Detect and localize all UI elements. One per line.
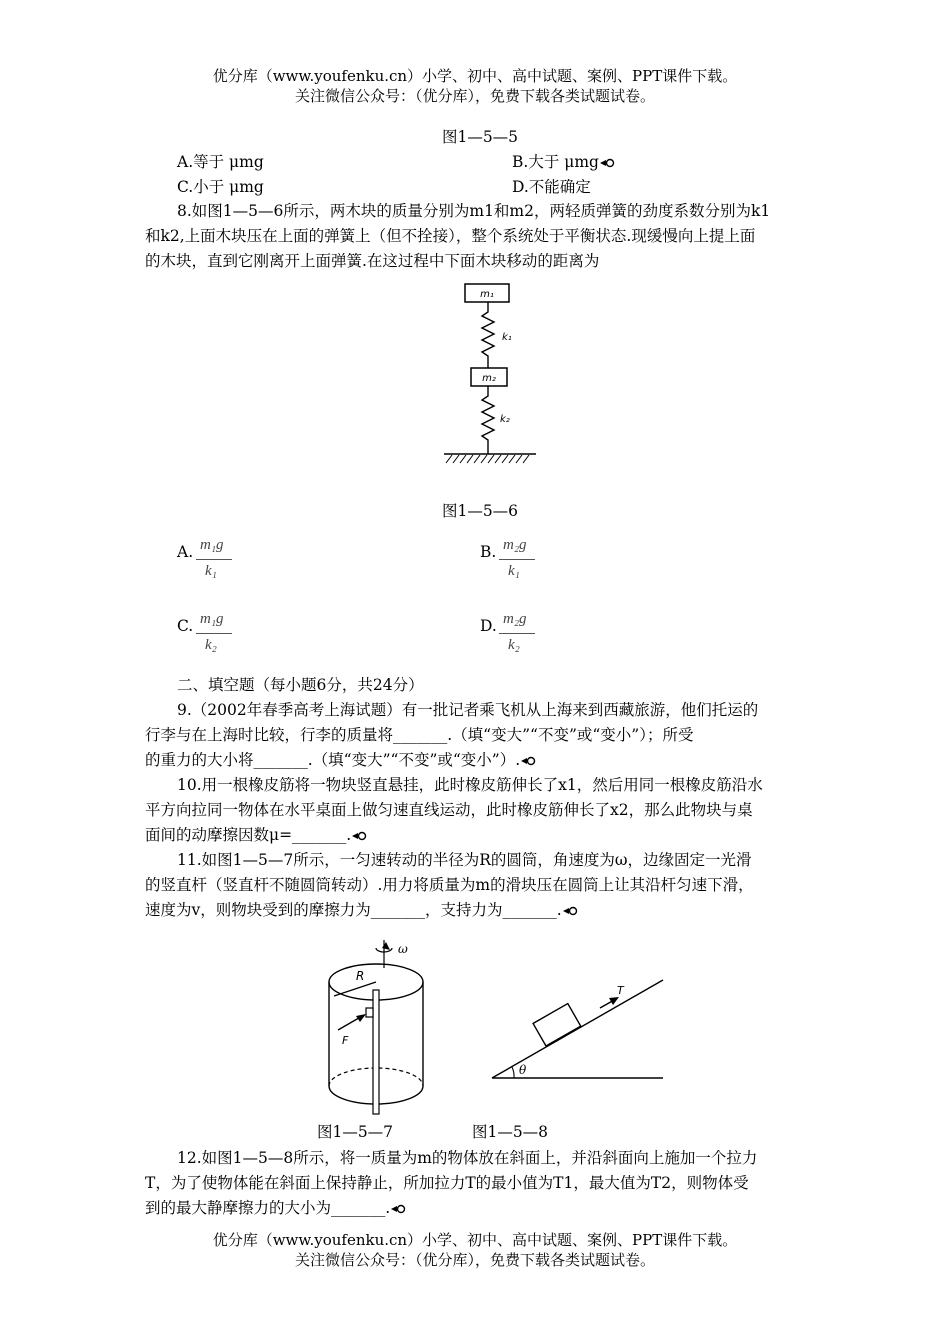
figure-1-5-6-springs — [440, 282, 540, 468]
q8-option-b-letter: B. — [480, 543, 497, 561]
figure-caption-1-5-7: 图1—5—7 — [316, 1123, 394, 1141]
q8-option-d-letter: D. — [480, 617, 497, 635]
q12-line-1: 12.如图1—5—8所示，将一质量为m的物体放在斜面上，并沿斜面向上施加一个拉力 — [177, 1149, 758, 1167]
label-k2: k₂ — [500, 414, 510, 425]
label-F: F — [342, 1034, 349, 1047]
figure-1-5-8-incline — [488, 968, 668, 1084]
q12-line-2: T，为了使物体能在斜面上保持静止，所加拉力T的最小值为T1，最大值为T2，则物体受 — [145, 1174, 749, 1192]
edit-mark-icon — [351, 831, 367, 841]
ground-hatching — [446, 455, 529, 463]
angle-arc — [512, 1067, 514, 1078]
figure-caption-1-5-5: 图1—5—5 — [441, 128, 519, 146]
figure-1-5-7-cylinder — [320, 938, 440, 1120]
q8-option-a-numerator: m₁g — [200, 537, 224, 553]
rotation-arrowhead-icon — [382, 942, 390, 950]
q8-option-a-letter: A. — [177, 543, 194, 561]
force-F-arrowhead-icon — [356, 1014, 366, 1022]
figure-caption-1-5-8: 图1—5—8 — [471, 1123, 549, 1141]
label-theta: θ — [519, 1063, 527, 1077]
q8-line-1: 8.如图1—5—6所示，两木块的质量分别为m1和m2，两轻质弹簧的劲度系数分别为k1 — [177, 202, 771, 220]
q11-line-1: 11.如图1—5—7所示，一匀速转动的半径为R的圆筒，角速度为ω，边缘固定一光滑 — [177, 851, 752, 869]
q12-line-3: 到的最大静摩擦力的大小为_______. — [145, 1196, 815, 1220]
label-m2: m₂ — [482, 373, 496, 384]
q7-option-c: C.小于 μmg — [177, 178, 264, 196]
label-R: R — [356, 969, 365, 983]
q9-line-1: 9.（2002年春季高考上海试题）有一批记者乘飞机从上海来到西藏旅游，他们托运的 — [177, 701, 759, 719]
q9-line-2: 行李与在上海时比较，行李的质量将_______.（填“变大”“不变”或“变小”）；所受 — [145, 726, 694, 744]
label-m1: m₁ — [480, 289, 494, 300]
edit-mark-icon — [520, 756, 536, 766]
header-line-2: 关注微信公众号：（优分库），免费下载各类试题试卷。 — [294, 87, 655, 105]
q11-line-2: 的竖直杆（竖直杆不随圆筒转动）.用力将质量为m的滑块压在圆筒上让其沿杆匀速下滑， — [145, 876, 754, 894]
q8-option-a-denominator: k₁ — [205, 563, 217, 579]
q10-line-1: 10.用一根橡皮筋将一物块竖直悬挂，此时橡皮筋伸长了x1，然后用同一根橡皮筋沿水 — [177, 776, 763, 794]
label-k1: k₁ — [502, 332, 512, 343]
section-2-title: 二、填空题（每小题6分，共24分） — [177, 676, 424, 694]
q8-option-d-denominator: k₂ — [508, 637, 520, 653]
slider-block — [366, 1008, 373, 1017]
q10-line-2: 平方向拉同一物体在水平桌面上做匀速直线运动，此时橡皮筋伸长了x2，那么此物块与桌 — [145, 801, 753, 819]
q8-option-c-denominator: k₂ — [205, 637, 217, 653]
footer-line-1: 优分库（www.youfenku.cn）小学、初中、高中试题、案例、PPT课件下载。 — [212, 1231, 738, 1249]
spring-k1 — [482, 302, 494, 368]
q7-option-d: D.不能确定 — [512, 178, 591, 196]
spring-k2 — [482, 386, 494, 454]
incline-slope — [492, 980, 663, 1078]
q8-option-c-letter: C. — [177, 617, 194, 635]
q8-option-d-numerator: m₂g — [503, 611, 527, 627]
q7-option-a: A.等于 μmg — [177, 153, 264, 171]
force-T-arrowhead-icon — [609, 997, 619, 1005]
q8-option-b-numerator: m₂g — [503, 537, 527, 553]
header-line-1: 优分库（www.youfenku.cn）小学、初中、高中试题、案例、PPT课件下载。 — [212, 67, 738, 85]
q11-line-3: 速度为v，则物块受到的摩擦力为_______，支持力为_______. — [145, 898, 815, 922]
figure-caption-1-5-6: 图1—5—6 — [441, 502, 519, 520]
vertical-rod — [373, 990, 379, 1114]
q8-line-2: 和k2,上面木块压在上面的弹簧上（但不拴接），整个系统处于平衡状态.现缓慢向上提上面 — [145, 227, 756, 245]
q7-option-b: B.大于 μmg — [512, 150, 615, 174]
q10-line-3: 面间的动摩擦因数μ=_______. — [145, 823, 815, 847]
label-omega: ω — [398, 942, 408, 956]
edit-mark-icon — [390, 1204, 406, 1214]
q8-option-b-denominator: k₁ — [508, 563, 520, 579]
q8-line-3: 的木块，直到它刚离开上面弹簧.在这过程中下面木块移动的距离为 — [145, 252, 600, 270]
radius-line — [334, 982, 376, 996]
q8-option-c-numerator: m₁g — [200, 611, 224, 627]
q9-line-3: 的重力的大小将_______.（填“变大”“不变”或“变小”）. — [145, 748, 815, 772]
edit-mark-icon — [599, 158, 615, 168]
footer-line-2: 关注微信公众号：（优分库），免费下载各类试题试卷。 — [294, 1251, 655, 1269]
edit-mark-icon — [562, 906, 578, 916]
label-T: T — [617, 984, 624, 997]
incline-block — [533, 1004, 581, 1046]
